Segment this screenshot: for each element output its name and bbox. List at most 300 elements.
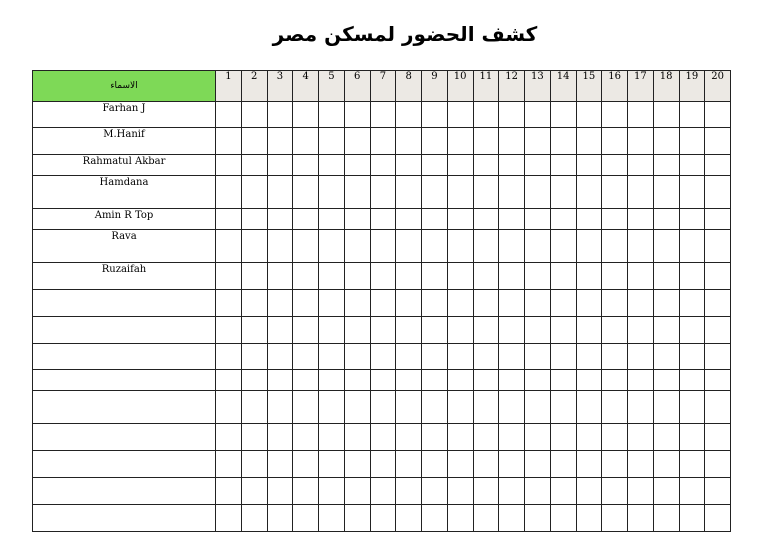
attendance-cell[interactable] (679, 128, 705, 155)
attendance-cell[interactable] (267, 102, 293, 128)
attendance-cell[interactable] (499, 209, 525, 230)
attendance-cell[interactable] (319, 451, 345, 478)
attendance-cell[interactable] (679, 176, 705, 209)
student-name-cell[interactable] (33, 290, 216, 317)
attendance-cell[interactable] (499, 128, 525, 155)
attendance-cell[interactable] (550, 451, 576, 478)
attendance-cell[interactable] (216, 209, 242, 230)
attendance-cell[interactable] (473, 451, 499, 478)
attendance-cell[interactable] (396, 209, 422, 230)
attendance-cell[interactable] (705, 344, 731, 370)
attendance-cell[interactable] (653, 290, 679, 317)
attendance-cell[interactable] (422, 478, 448, 505)
attendance-cell[interactable] (319, 176, 345, 209)
attendance-cell[interactable] (344, 317, 370, 344)
attendance-cell[interactable] (550, 230, 576, 263)
attendance-cell[interactable] (267, 290, 293, 317)
attendance-cell[interactable] (396, 344, 422, 370)
attendance-cell[interactable] (344, 176, 370, 209)
attendance-cell[interactable] (241, 451, 267, 478)
attendance-cell[interactable] (293, 155, 319, 176)
attendance-cell[interactable] (628, 209, 654, 230)
attendance-cell[interactable] (216, 505, 242, 532)
attendance-cell[interactable] (344, 344, 370, 370)
attendance-cell[interactable] (705, 370, 731, 391)
attendance-cell[interactable] (447, 391, 473, 424)
attendance-cell[interactable] (499, 478, 525, 505)
attendance-cell[interactable] (679, 478, 705, 505)
attendance-cell[interactable] (241, 128, 267, 155)
attendance-cell[interactable] (241, 424, 267, 451)
attendance-cell[interactable] (602, 478, 628, 505)
attendance-cell[interactable] (550, 176, 576, 209)
attendance-cell[interactable] (241, 344, 267, 370)
attendance-cell[interactable] (293, 391, 319, 424)
attendance-cell[interactable] (705, 263, 731, 290)
attendance-cell[interactable] (370, 230, 396, 263)
attendance-cell[interactable] (576, 128, 602, 155)
attendance-cell[interactable] (653, 391, 679, 424)
attendance-cell[interactable] (705, 290, 731, 317)
attendance-cell[interactable] (293, 344, 319, 370)
attendance-cell[interactable] (319, 344, 345, 370)
attendance-cell[interactable] (422, 102, 448, 128)
attendance-cell[interactable] (447, 505, 473, 532)
attendance-cell[interactable] (679, 209, 705, 230)
attendance-cell[interactable] (216, 102, 242, 128)
attendance-cell[interactable] (447, 290, 473, 317)
attendance-cell[interactable] (447, 451, 473, 478)
attendance-cell[interactable] (653, 478, 679, 505)
attendance-cell[interactable] (499, 102, 525, 128)
attendance-cell[interactable] (550, 391, 576, 424)
attendance-cell[interactable] (319, 230, 345, 263)
student-name-cell[interactable] (33, 505, 216, 532)
attendance-cell[interactable] (705, 176, 731, 209)
attendance-cell[interactable] (602, 451, 628, 478)
student-name-cell[interactable]: Rava (33, 230, 216, 263)
attendance-cell[interactable] (370, 505, 396, 532)
attendance-cell[interactable] (447, 370, 473, 391)
attendance-cell[interactable] (679, 505, 705, 532)
attendance-cell[interactable] (499, 370, 525, 391)
attendance-cell[interactable] (473, 155, 499, 176)
student-name-cell[interactable]: Rahmatul Akbar (33, 155, 216, 176)
attendance-cell[interactable] (576, 391, 602, 424)
attendance-cell[interactable] (319, 263, 345, 290)
attendance-cell[interactable] (550, 290, 576, 317)
attendance-cell[interactable] (628, 290, 654, 317)
attendance-cell[interactable] (344, 290, 370, 317)
attendance-cell[interactable] (473, 263, 499, 290)
attendance-cell[interactable] (293, 176, 319, 209)
attendance-cell[interactable] (473, 128, 499, 155)
attendance-cell[interactable] (525, 290, 551, 317)
attendance-cell[interactable] (653, 102, 679, 128)
attendance-cell[interactable] (319, 317, 345, 344)
attendance-cell[interactable] (679, 155, 705, 176)
attendance-cell[interactable] (525, 176, 551, 209)
attendance-cell[interactable] (370, 176, 396, 209)
attendance-cell[interactable] (293, 128, 319, 155)
attendance-cell[interactable] (422, 230, 448, 263)
attendance-cell[interactable] (576, 451, 602, 478)
attendance-cell[interactable] (293, 263, 319, 290)
attendance-cell[interactable] (679, 263, 705, 290)
attendance-cell[interactable] (267, 263, 293, 290)
attendance-cell[interactable] (473, 290, 499, 317)
attendance-cell[interactable] (370, 102, 396, 128)
attendance-cell[interactable] (370, 344, 396, 370)
attendance-cell[interactable] (653, 176, 679, 209)
attendance-cell[interactable] (473, 176, 499, 209)
attendance-cell[interactable] (550, 155, 576, 176)
attendance-cell[interactable] (370, 424, 396, 451)
attendance-cell[interactable] (216, 478, 242, 505)
attendance-cell[interactable] (319, 290, 345, 317)
attendance-cell[interactable] (396, 424, 422, 451)
attendance-cell[interactable] (602, 102, 628, 128)
attendance-cell[interactable] (216, 370, 242, 391)
attendance-cell[interactable] (576, 317, 602, 344)
attendance-cell[interactable] (319, 505, 345, 532)
attendance-cell[interactable] (499, 424, 525, 451)
student-name-cell[interactable] (33, 451, 216, 478)
attendance-cell[interactable] (267, 505, 293, 532)
attendance-cell[interactable] (653, 505, 679, 532)
attendance-cell[interactable] (241, 263, 267, 290)
attendance-cell[interactable] (344, 370, 370, 391)
attendance-cell[interactable] (628, 505, 654, 532)
attendance-cell[interactable] (370, 391, 396, 424)
attendance-cell[interactable] (267, 370, 293, 391)
attendance-cell[interactable] (422, 176, 448, 209)
attendance-cell[interactable] (525, 263, 551, 290)
student-name-cell[interactable]: M.Hanif (33, 128, 216, 155)
attendance-cell[interactable] (319, 128, 345, 155)
student-name-cell[interactable]: Ruzaifah (33, 263, 216, 290)
attendance-cell[interactable] (576, 263, 602, 290)
attendance-cell[interactable] (422, 263, 448, 290)
attendance-cell[interactable] (602, 155, 628, 176)
attendance-cell[interactable] (216, 155, 242, 176)
attendance-cell[interactable] (293, 230, 319, 263)
attendance-cell[interactable] (422, 370, 448, 391)
attendance-cell[interactable] (396, 155, 422, 176)
attendance-cell[interactable] (216, 451, 242, 478)
attendance-cell[interactable] (705, 451, 731, 478)
student-name-cell[interactable] (33, 370, 216, 391)
attendance-cell[interactable] (344, 230, 370, 263)
attendance-cell[interactable] (679, 344, 705, 370)
attendance-cell[interactable] (550, 128, 576, 155)
attendance-cell[interactable] (216, 176, 242, 209)
attendance-cell[interactable] (396, 451, 422, 478)
attendance-cell[interactable] (370, 128, 396, 155)
attendance-cell[interactable] (602, 209, 628, 230)
attendance-cell[interactable] (267, 478, 293, 505)
attendance-cell[interactable] (628, 424, 654, 451)
attendance-cell[interactable] (422, 155, 448, 176)
attendance-cell[interactable] (267, 128, 293, 155)
attendance-cell[interactable] (293, 317, 319, 344)
attendance-cell[interactable] (576, 290, 602, 317)
attendance-cell[interactable] (550, 370, 576, 391)
attendance-cell[interactable] (525, 370, 551, 391)
attendance-cell[interactable] (396, 317, 422, 344)
attendance-cell[interactable] (344, 263, 370, 290)
attendance-cell[interactable] (241, 478, 267, 505)
attendance-cell[interactable] (370, 263, 396, 290)
attendance-cell[interactable] (525, 102, 551, 128)
attendance-cell[interactable] (319, 424, 345, 451)
attendance-cell[interactable] (550, 478, 576, 505)
attendance-cell[interactable] (241, 155, 267, 176)
attendance-cell[interactable] (679, 370, 705, 391)
attendance-cell[interactable] (525, 424, 551, 451)
attendance-cell[interactable] (216, 424, 242, 451)
student-name-cell[interactable]: Farhan J (33, 102, 216, 128)
attendance-cell[interactable] (705, 209, 731, 230)
attendance-cell[interactable] (267, 209, 293, 230)
attendance-cell[interactable] (525, 209, 551, 230)
attendance-cell[interactable] (705, 424, 731, 451)
attendance-cell[interactable] (602, 263, 628, 290)
attendance-cell[interactable] (422, 209, 448, 230)
attendance-cell[interactable] (576, 370, 602, 391)
attendance-cell[interactable] (473, 209, 499, 230)
attendance-cell[interactable] (241, 176, 267, 209)
attendance-cell[interactable] (216, 344, 242, 370)
attendance-cell[interactable] (679, 451, 705, 478)
attendance-cell[interactable] (396, 128, 422, 155)
attendance-cell[interactable] (602, 230, 628, 263)
attendance-cell[interactable] (344, 209, 370, 230)
attendance-cell[interactable] (602, 128, 628, 155)
attendance-cell[interactable] (293, 370, 319, 391)
attendance-cell[interactable] (628, 451, 654, 478)
attendance-cell[interactable] (550, 505, 576, 532)
attendance-cell[interactable] (653, 424, 679, 451)
attendance-cell[interactable] (550, 209, 576, 230)
attendance-cell[interactable] (447, 424, 473, 451)
attendance-cell[interactable] (216, 317, 242, 344)
attendance-cell[interactable] (396, 370, 422, 391)
attendance-cell[interactable] (447, 155, 473, 176)
student-name-cell[interactable] (33, 424, 216, 451)
attendance-cell[interactable] (602, 424, 628, 451)
attendance-cell[interactable] (216, 128, 242, 155)
attendance-cell[interactable] (216, 290, 242, 317)
attendance-cell[interactable] (216, 391, 242, 424)
attendance-cell[interactable] (602, 505, 628, 532)
attendance-cell[interactable] (653, 209, 679, 230)
attendance-cell[interactable] (705, 505, 731, 532)
attendance-cell[interactable] (628, 155, 654, 176)
attendance-cell[interactable] (499, 344, 525, 370)
student-name-cell[interactable]: Amin R Top (33, 209, 216, 230)
attendance-cell[interactable] (628, 128, 654, 155)
attendance-cell[interactable] (499, 317, 525, 344)
attendance-cell[interactable] (473, 478, 499, 505)
attendance-cell[interactable] (576, 102, 602, 128)
attendance-cell[interactable] (319, 209, 345, 230)
attendance-cell[interactable] (576, 209, 602, 230)
attendance-cell[interactable] (679, 230, 705, 263)
attendance-cell[interactable] (525, 344, 551, 370)
attendance-cell[interactable] (679, 424, 705, 451)
attendance-cell[interactable] (473, 344, 499, 370)
attendance-cell[interactable] (525, 478, 551, 505)
attendance-cell[interactable] (576, 176, 602, 209)
attendance-cell[interactable] (370, 317, 396, 344)
attendance-cell[interactable] (499, 263, 525, 290)
attendance-cell[interactable] (370, 370, 396, 391)
attendance-cell[interactable] (241, 391, 267, 424)
attendance-cell[interactable] (216, 230, 242, 263)
attendance-cell[interactable] (525, 230, 551, 263)
attendance-cell[interactable] (319, 391, 345, 424)
attendance-cell[interactable] (447, 128, 473, 155)
attendance-cell[interactable] (396, 102, 422, 128)
attendance-cell[interactable] (550, 102, 576, 128)
attendance-cell[interactable] (447, 478, 473, 505)
attendance-cell[interactable] (628, 391, 654, 424)
attendance-cell[interactable] (241, 505, 267, 532)
attendance-cell[interactable] (370, 155, 396, 176)
attendance-cell[interactable] (396, 290, 422, 317)
attendance-cell[interactable] (705, 317, 731, 344)
attendance-cell[interactable] (344, 478, 370, 505)
attendance-cell[interactable] (293, 451, 319, 478)
attendance-cell[interactable] (653, 155, 679, 176)
attendance-cell[interactable] (576, 505, 602, 532)
attendance-cell[interactable] (396, 391, 422, 424)
attendance-cell[interactable] (525, 128, 551, 155)
attendance-cell[interactable] (241, 370, 267, 391)
attendance-cell[interactable] (628, 344, 654, 370)
attendance-cell[interactable] (447, 102, 473, 128)
attendance-cell[interactable] (267, 155, 293, 176)
attendance-cell[interactable] (447, 344, 473, 370)
attendance-cell[interactable] (628, 317, 654, 344)
attendance-cell[interactable] (370, 209, 396, 230)
attendance-cell[interactable] (344, 424, 370, 451)
attendance-cell[interactable] (422, 290, 448, 317)
attendance-cell[interactable] (550, 344, 576, 370)
attendance-cell[interactable] (447, 317, 473, 344)
attendance-cell[interactable] (602, 176, 628, 209)
attendance-cell[interactable] (705, 230, 731, 263)
attendance-cell[interactable] (344, 451, 370, 478)
attendance-cell[interactable] (525, 505, 551, 532)
attendance-cell[interactable] (267, 230, 293, 263)
attendance-cell[interactable] (267, 391, 293, 424)
attendance-cell[interactable] (525, 155, 551, 176)
attendance-cell[interactable] (344, 505, 370, 532)
attendance-cell[interactable] (319, 370, 345, 391)
attendance-cell[interactable] (473, 102, 499, 128)
attendance-cell[interactable] (216, 263, 242, 290)
attendance-cell[interactable] (396, 176, 422, 209)
attendance-cell[interactable] (576, 155, 602, 176)
attendance-cell[interactable] (396, 478, 422, 505)
attendance-cell[interactable] (705, 478, 731, 505)
attendance-cell[interactable] (293, 102, 319, 128)
attendance-cell[interactable] (602, 317, 628, 344)
attendance-cell[interactable] (267, 451, 293, 478)
student-name-cell[interactable] (33, 317, 216, 344)
attendance-cell[interactable] (550, 317, 576, 344)
attendance-cell[interactable] (370, 451, 396, 478)
attendance-cell[interactable] (344, 391, 370, 424)
attendance-cell[interactable] (293, 290, 319, 317)
student-name-cell[interactable] (33, 344, 216, 370)
attendance-cell[interactable] (319, 102, 345, 128)
attendance-cell[interactable] (447, 230, 473, 263)
attendance-cell[interactable] (293, 505, 319, 532)
attendance-cell[interactable] (705, 391, 731, 424)
attendance-cell[interactable] (370, 290, 396, 317)
attendance-cell[interactable] (241, 102, 267, 128)
attendance-cell[interactable] (653, 263, 679, 290)
attendance-cell[interactable] (473, 505, 499, 532)
attendance-cell[interactable] (628, 478, 654, 505)
attendance-cell[interactable] (344, 102, 370, 128)
attendance-cell[interactable] (628, 230, 654, 263)
attendance-cell[interactable] (653, 451, 679, 478)
attendance-cell[interactable] (319, 478, 345, 505)
attendance-cell[interactable] (447, 263, 473, 290)
attendance-cell[interactable] (344, 128, 370, 155)
attendance-cell[interactable] (267, 176, 293, 209)
attendance-cell[interactable] (653, 370, 679, 391)
attendance-cell[interactable] (602, 290, 628, 317)
attendance-cell[interactable] (550, 263, 576, 290)
attendance-cell[interactable] (473, 317, 499, 344)
attendance-cell[interactable] (705, 128, 731, 155)
attendance-cell[interactable] (267, 317, 293, 344)
attendance-cell[interactable] (679, 391, 705, 424)
attendance-cell[interactable] (241, 317, 267, 344)
attendance-cell[interactable] (628, 370, 654, 391)
attendance-cell[interactable] (679, 317, 705, 344)
attendance-cell[interactable] (241, 290, 267, 317)
attendance-cell[interactable] (422, 317, 448, 344)
attendance-cell[interactable] (499, 230, 525, 263)
attendance-cell[interactable] (396, 263, 422, 290)
attendance-cell[interactable] (473, 391, 499, 424)
attendance-cell[interactable] (447, 176, 473, 209)
attendance-cell[interactable] (241, 230, 267, 263)
attendance-cell[interactable] (628, 176, 654, 209)
attendance-cell[interactable] (396, 230, 422, 263)
attendance-cell[interactable] (499, 451, 525, 478)
attendance-cell[interactable] (525, 451, 551, 478)
attendance-cell[interactable] (499, 290, 525, 317)
attendance-cell[interactable] (550, 424, 576, 451)
attendance-cell[interactable] (499, 176, 525, 209)
attendance-cell[interactable] (473, 230, 499, 263)
attendance-cell[interactable] (267, 344, 293, 370)
attendance-cell[interactable] (705, 102, 731, 128)
attendance-cell[interactable] (653, 317, 679, 344)
attendance-cell[interactable] (576, 424, 602, 451)
attendance-cell[interactable] (628, 102, 654, 128)
student-name-cell[interactable] (33, 391, 216, 424)
attendance-cell[interactable] (576, 344, 602, 370)
attendance-cell[interactable] (602, 344, 628, 370)
